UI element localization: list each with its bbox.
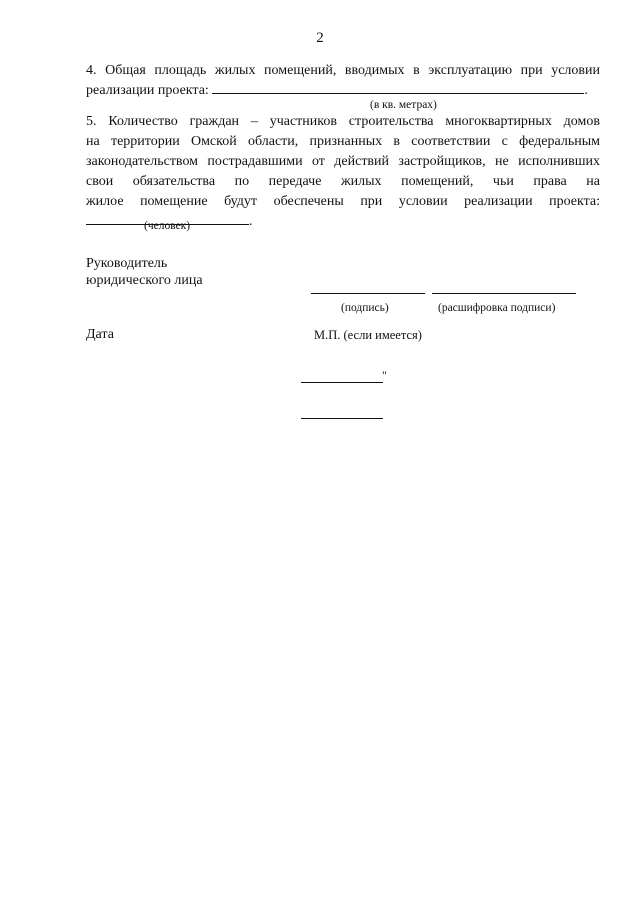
item-5-line-2: на территории Омской области, признанных в соответствии с федеральным (86, 134, 600, 149)
item-4-lead: реализации проекта: (86, 83, 209, 98)
signature-decoding-caption: (расшифровка подписи) (438, 302, 556, 314)
item-5-line-4: свои обязательства по передаче жилых помещений, чьи права на (86, 174, 600, 189)
area-blank-field (212, 81, 584, 94)
area-unit-caption: (в кв. метрах) (370, 99, 437, 111)
signature-line (311, 293, 425, 294)
head-label-line-2: юридического лица (86, 273, 203, 288)
signature-caption: (подпись) (341, 302, 389, 314)
item-5-line-1: 5. Количество граждан – участников строительства многоквартирных домов (86, 114, 600, 129)
item-5-line-3: законодательством пострадавшими от действий застройщиков, не исполнивших (86, 154, 600, 169)
item-5-paragraph (86, 112, 600, 232)
head-label-line-1: Руководитель (86, 256, 168, 271)
item-5-end: . (249, 214, 253, 229)
stamp-label: М.П. (если имеется) (314, 328, 422, 342)
signature-decoding-line (432, 293, 576, 294)
item-4-line-2 (86, 81, 600, 101)
item-4-line-1: 4. Общая площадь жилых помещений, вводимых в эксплуатацию при условии (86, 63, 600, 78)
date-quote-mark: " (382, 368, 387, 382)
date-day-line (301, 382, 383, 383)
item-4-end: . (584, 83, 588, 98)
item-5-line-5: жилое помещение будут обеспечены при условии реализации проекта: (86, 194, 600, 209)
date-label: Дата (86, 327, 114, 342)
date-month-line (301, 418, 383, 419)
persons-unit-caption: (человек) (144, 220, 191, 232)
item-4-paragraph (86, 61, 600, 101)
page-number: 2 (316, 30, 324, 46)
